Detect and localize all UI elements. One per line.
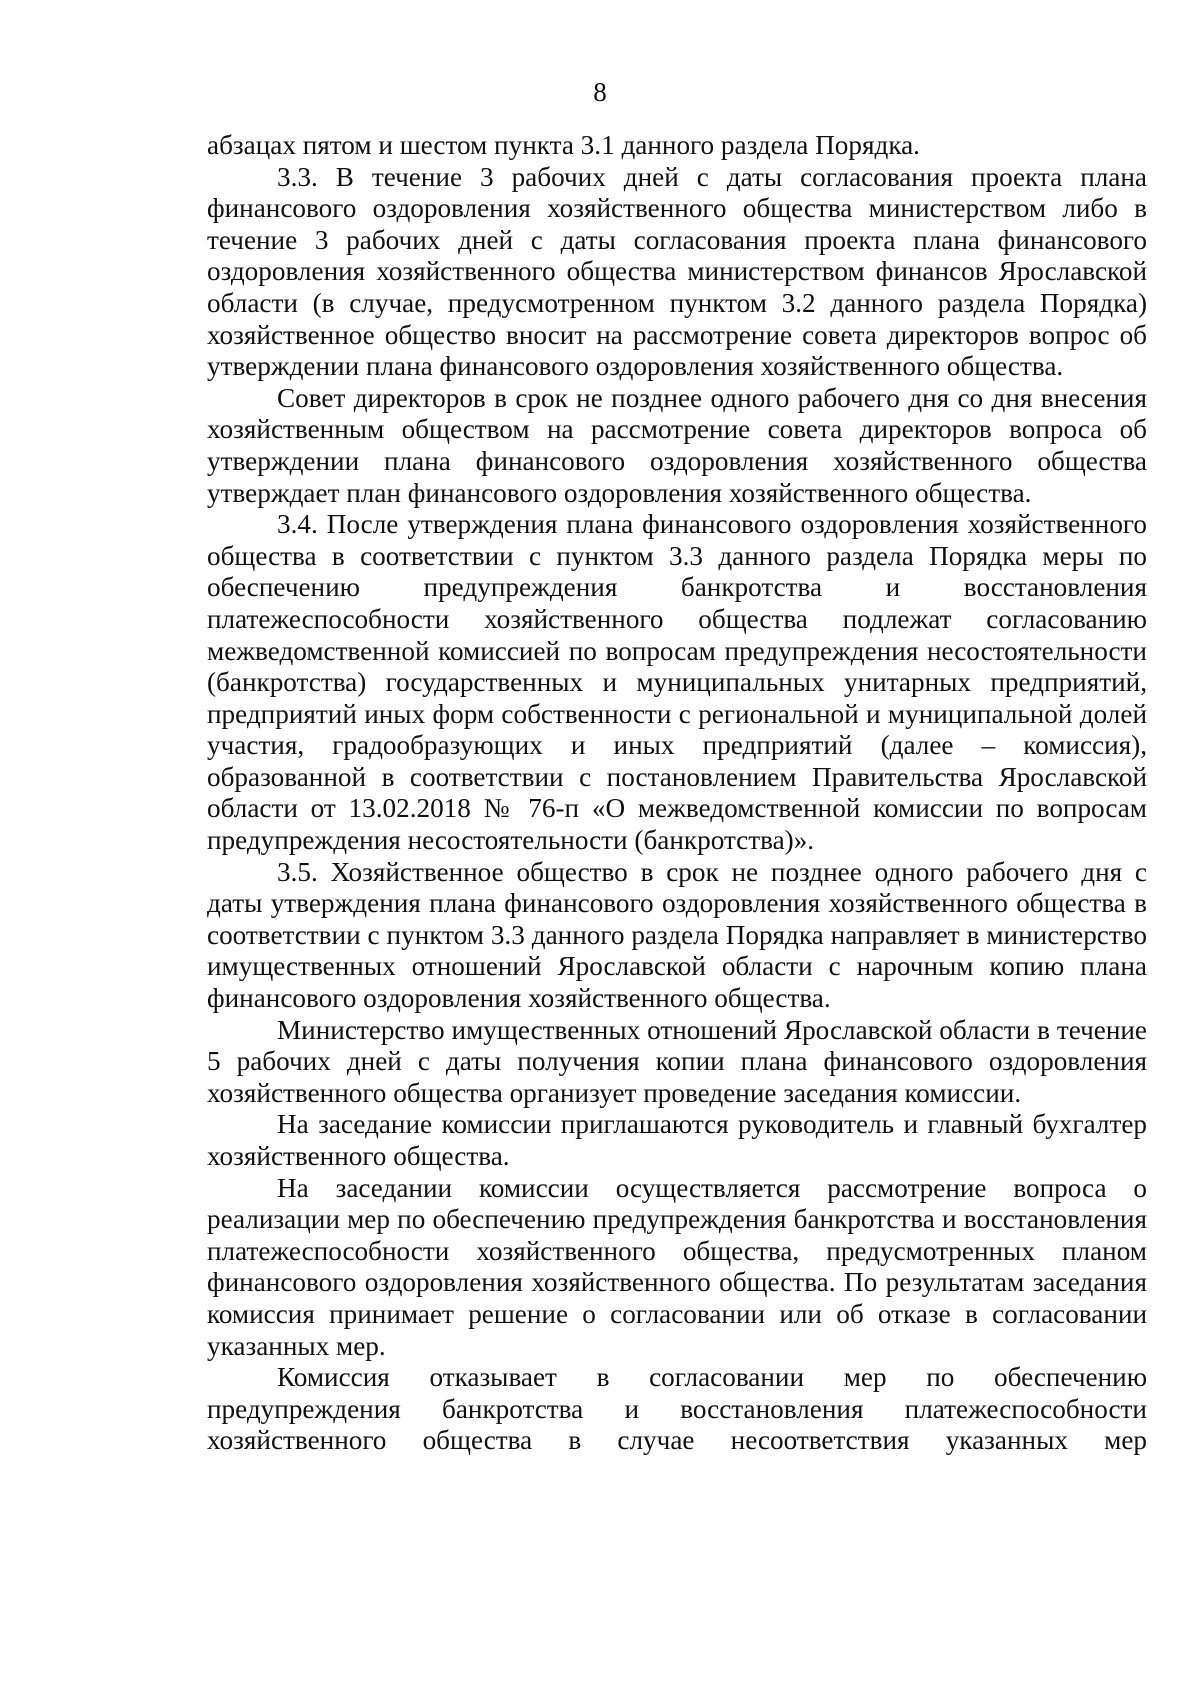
document-body — [207, 130, 1147, 1457]
paragraph-invited-persons: На заседание комиссии приглашаются руководитель и главный бухгалтер хозяйственного общества. — [207, 1109, 1147, 1171]
page-number: 8 — [593, 77, 607, 107]
paragraph-3-3: 3.3. В течение 3 рабочих дней с даты согласования проекта плана финансового оздоровления хозяйственного общества министерством либо в течение 3 рабочих дней с даты согласования проекта плана финансового оздоровления хозяйственного общества министерством финансов Ярославской области (в случае, предусмотренном пунктом 3.2 данного раздела Порядка) хозяйственное общество вносит на рассмотрение совета директоров вопрос об утверждении плана финансового оздоровления хозяйственного общества. — [207, 161, 1147, 382]
paragraph-3-4: 3.4. После утверждения плана финансового оздоровления хозяйственного общества в соответствии с пунктом 3.3 данного раздела Порядка меры по обеспечению предупреждения банкротства и восстановления платежеспособности хозяйственного общества подлежат согласованию межведомственной комиссией по вопросам предупреждения несостоятельности (банкротства) государственных и муниципальных унитарных предприятий, предприятий иных форм собственности с региональной и муниципальной долей участия, градообразующих и иных предприятий (далее – комиссия), образованной в соответствии с постановлением Правительства Ярославской области от 13.02.2018 № 76-п «О межведомственной комиссии по вопросам предупреждения несостоятельности (банкротства)». — [207, 509, 1147, 856]
paragraph-board-approval: Совет директоров в срок не позднее одного рабочего дня со дня внесения хозяйственным обществом на рассмотрение совета директоров вопроса об утверждении плана финансового оздоровления хозяйственного общества утверждает план финансового оздоровления хозяйственного общества. — [207, 382, 1147, 508]
paragraph-ministry-meeting: Министерство имущественных отношений Ярославской области в течение 5 рабочих дней с даты получения копии плана финансового оздоровления хозяйственного общества организует проведение заседания комиссии. — [207, 1014, 1147, 1108]
paragraph-3-5: 3.5. Хозяйственное общество в срок не позднее одного рабочего дня с даты утверждения плана финансового оздоровления хозяйственного общества в соответствии с пунктом 3.3 данного раздела Порядка направляет в министерство имущественных отношений Ярославской области с нарочным копию плана финансового оздоровления хозяйственного общества. — [207, 856, 1147, 1014]
paragraph-commission-review: На заседании комиссии осуществляется рассмотрение вопроса о реализации мер по обеспечению предупреждения банкротства и восстановления платежеспособности хозяйственного общества, предусмотренных планом финансового оздоровления хозяйственного общества. По результатам заседания комиссия принимает решение о согласовании или об отказе в согласовании указанных мер. — [207, 1172, 1147, 1361]
paragraph-commission-refusal: Комиссия отказывает в согласовании мер по обеспечению предупреждения банкротства и восстановления платежеспособности хозяйственного общества в случае несоответствия указанных мер — [207, 1362, 1147, 1456]
paragraph-continuation: абзацах пятом и шестом пункта 3.1 данного раздела Порядка. — [207, 130, 920, 160]
